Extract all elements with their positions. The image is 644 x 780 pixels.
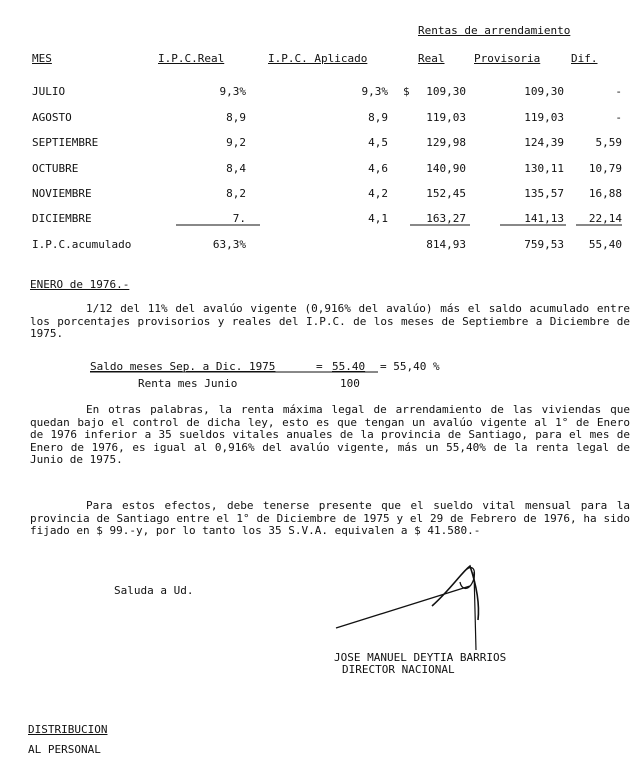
- row-provisoria: 141,13: [524, 212, 564, 225]
- row-dif: 16,88: [588, 187, 622, 200]
- formula-equals: =: [316, 360, 323, 373]
- row-dif: 10,79: [588, 162, 622, 175]
- section-title: ENERO de 1976.-: [30, 278, 130, 291]
- row-ipc-aplicado: 8,9: [368, 111, 388, 124]
- total-label: I.P.C.acumulado: [32, 238, 132, 251]
- row-ipc-real: 9,3%: [219, 85, 246, 98]
- row-mes: DICIEMBRE: [32, 212, 92, 225]
- formula-denominator-label: Renta mes Junio: [138, 377, 238, 390]
- distribution-recipient: AL PERSONAL: [28, 743, 101, 756]
- closing-greeting: Saluda a Ud.: [114, 584, 194, 597]
- formula-result: = 55,40 %: [380, 360, 440, 373]
- row-provisoria: 109,30: [524, 85, 564, 98]
- col-header-ipc-aplicado: I.P.C. Aplicado: [268, 52, 368, 65]
- col-header-dif: Dif.: [571, 52, 598, 65]
- row-dif: 5,59: [595, 136, 622, 149]
- distribution-label: DISTRIBUCION: [28, 723, 108, 736]
- row-ipc-aplicado: 4,6: [368, 162, 388, 175]
- formula-numerator-value: 55.40: [332, 360, 366, 373]
- row-ipc-real: 9,2: [226, 136, 246, 149]
- paragraph-3: Para estos efectos, debe tenerse presente que el sueldo vital mensual para la provincia de Santiago entre el 1° de Diciembre de 1975 y el 29 de Febrero de 1976, ha sido fijado en $ 99.-y, por lo tanto los 35 S.V.A. equivalen a $ 41.580.-: [30, 499, 630, 537]
- row-ipc-real: 8,2: [226, 187, 246, 200]
- formula-numerator-label: Saldo meses Sep. a Dic. 1975: [90, 360, 276, 373]
- col-header-mes: MES: [32, 52, 52, 65]
- row-real: 140,90: [426, 162, 466, 175]
- col-header-real: Real: [418, 52, 445, 65]
- row-dif: -: [615, 111, 622, 124]
- rent-group-header: Rentas de arrendamiento: [418, 24, 571, 37]
- row-real: 119,03: [426, 111, 466, 124]
- row-currency: $: [403, 85, 410, 98]
- row-mes: OCTUBRE: [32, 162, 79, 175]
- total-real: 814,93: [426, 238, 466, 251]
- col-header-ipc-real: I.P.C.Real: [158, 52, 225, 65]
- signature-stroke-2: [336, 586, 470, 628]
- row-provisoria: 119,03: [524, 111, 564, 124]
- paragraph-1: 1/12 del 11% del avalúo vigente (0,916% del avalúo) más el saldo acumulado entre los porcentajes provisorios y reales del I.P.C. de los meses de Septiembre a Diciembre de 1975.: [30, 302, 630, 340]
- row-real: 152,45: [426, 187, 466, 200]
- row-ipc-aplicado: 4,2: [368, 187, 388, 200]
- row-ipc-aplicado: 9,3%: [361, 85, 388, 98]
- row-ipc-real: 8,9: [226, 111, 246, 124]
- row-dif: 22,14: [588, 212, 622, 225]
- row-real: 163,27: [426, 212, 466, 225]
- row-real: 109,30: [426, 85, 466, 98]
- row-ipc-real: 7.: [232, 212, 246, 225]
- row-real: 129,98: [426, 136, 466, 149]
- total-provisoria: 759,53: [524, 238, 564, 251]
- row-mes: AGOSTO: [32, 111, 72, 124]
- signature-name: JOSE MANUEL DEYTIA BARRIOS: [334, 651, 507, 664]
- row-provisoria: 124,39: [524, 136, 564, 149]
- row-ipc-aplicado: 4,1: [368, 212, 388, 225]
- row-mes: JULIO: [32, 85, 66, 98]
- signature-stroke-1: [432, 566, 479, 620]
- row-provisoria: 135,57: [524, 187, 564, 200]
- row-dif: -: [615, 85, 622, 98]
- row-mes: SEPTIEMBRE: [32, 136, 99, 149]
- formula-denominator-value: 100: [340, 377, 360, 390]
- row-mes: NOVIEMBRE: [32, 187, 92, 200]
- row-ipc-aplicado: 4,5: [368, 136, 388, 149]
- row-provisoria: 130,11: [524, 162, 564, 175]
- signature-title: DIRECTOR NACIONAL: [342, 663, 455, 676]
- row-ipc-real: 8,4: [226, 162, 246, 175]
- paragraph-2: En otras palabras, la renta máxima legal de arrendamiento de las viviendas que quedan bajo el control de dicha ley, esto es que tengan un avalúo vigente al 1° de Enero de 1976 inferior a 35 sueldos vitales anuales de la provincia de Santiago, para el mes de Enero de 1976, es igual al 0,916% del avalúo vigente, más un 55,40% de la renta legal de Junio de 1975.: [30, 403, 630, 466]
- total-ipc-real: 63,3%: [212, 238, 246, 251]
- col-header-provisoria: Provisoria: [474, 52, 541, 65]
- total-dif: 55,40: [588, 238, 622, 251]
